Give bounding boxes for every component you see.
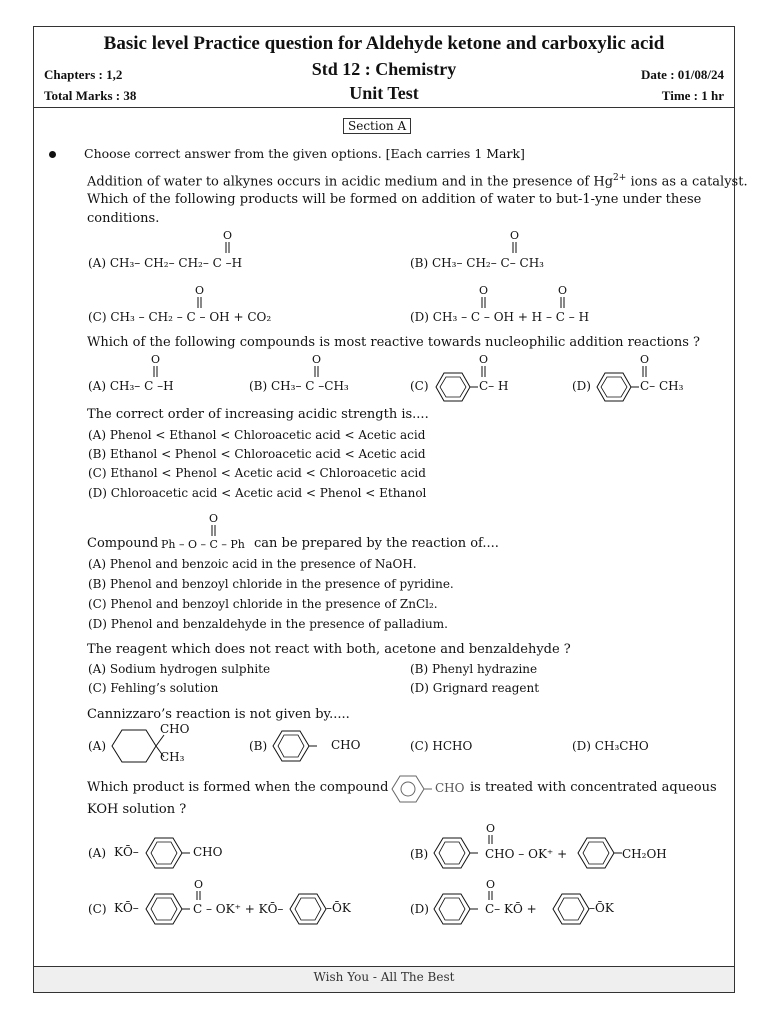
q7-option-c: (C) xyxy=(88,902,107,916)
footer-divider xyxy=(34,966,734,967)
q7-line2: KOH solution ? xyxy=(87,802,187,817)
q7-pre: Which product is formed when the compound xyxy=(87,780,389,795)
benzene-ring-icon xyxy=(434,894,470,924)
benzene-ring-icon xyxy=(597,373,631,401)
q1-line1: Addition of water to alkynes occurs in acidic medium and in the presence of $Hg^{2+}$ ions as a catalyst. xyxy=(87,173,748,190)
carbonyl-mark xyxy=(193,878,207,902)
svg-text:O: O xyxy=(195,284,205,297)
carbonyl-mark xyxy=(485,878,499,902)
svg-text:O: O xyxy=(479,353,489,366)
q7-option-a-left: KŌ– xyxy=(114,845,139,859)
bullet xyxy=(49,151,56,158)
q4-formula: Ph – O – C – Ph xyxy=(161,538,245,551)
svg-text:O: O xyxy=(312,353,322,366)
q6-option-b-group: CHO xyxy=(331,738,361,752)
carbonyl-mark xyxy=(485,822,499,846)
svg-text:O: O xyxy=(194,878,204,891)
section-label: Section A xyxy=(343,118,411,134)
q7-option-c-left: KŌ– xyxy=(114,901,139,915)
carbonyl-mark xyxy=(222,229,236,255)
cyclohexane-ring-icon xyxy=(112,729,160,763)
q1-option-a: (A) CH₃– CH₂– CH₂– C –H xyxy=(88,256,243,270)
q4-option-b: (B) Phenol and benzoyl chloride in the presence of pyridine. xyxy=(88,577,454,591)
q6-option-a-bottom: CH₃ xyxy=(160,750,185,764)
q7-option-c-right: –ŌK xyxy=(326,901,351,915)
q1-line2: Which of the following products will be formed on addition of water to but-1-yne under these xyxy=(87,192,702,207)
footer-text: Wish You - All The Best xyxy=(313,970,455,984)
chapters: Chapters : 1,2 xyxy=(44,67,123,82)
q2-option-b: (B) CH₃– C –CH₃ xyxy=(249,379,349,393)
q7-option-b: (B) xyxy=(410,847,429,861)
svg-text:O: O xyxy=(486,822,496,835)
benzene-ring-icon xyxy=(436,373,470,401)
q2-option-a: (A) CH₃– C –H xyxy=(88,379,174,393)
q5-option-c: (C) Fehling’s solution xyxy=(88,681,219,695)
q4-pre: Compound xyxy=(87,536,159,551)
benzene-ring-icon xyxy=(578,838,614,868)
q1-line3: conditions. xyxy=(87,211,160,226)
q7-post: is treated with concentrated aqueous xyxy=(470,780,717,795)
q3-option-a: (A) Phenol < Ethanol < Chloroacetic acid < Acetic acid xyxy=(88,428,426,442)
q7-option-d-mid: C– KŌ + xyxy=(485,902,537,916)
carbonyl-mark xyxy=(150,353,164,379)
q3-option-d: (D) Chloroacetic acid < Acetic acid < Phenol < Ethanol xyxy=(88,486,427,500)
q7-option-c-mid: C – OK⁺ + KŌ– xyxy=(193,902,284,916)
q7-option-b-mid: CHO – OK⁺ + xyxy=(485,847,568,861)
q6-option-b: (B) xyxy=(249,739,268,753)
benzene-ring-icon xyxy=(392,776,424,802)
header-divider xyxy=(34,107,734,108)
q2-option-d: (D) xyxy=(572,379,591,393)
svg-text:O: O xyxy=(486,878,496,891)
benzene-ring-icon xyxy=(273,731,309,761)
benzene-ring-icon xyxy=(553,894,589,924)
carbonyl-mark xyxy=(311,353,325,379)
svg-text:O: O xyxy=(558,284,568,297)
q1-option-b: (B) CH₃– CH₂– C– CH₃ xyxy=(410,256,544,270)
svg-text:O: O xyxy=(209,512,219,525)
benzene-ring-icon xyxy=(434,838,470,868)
carbonyl-mark xyxy=(208,512,222,538)
q7-group: CHO xyxy=(435,781,465,795)
time: Time : 1 hr xyxy=(661,88,724,103)
q3-option-c: (C) Ethanol < Phenol < Acetic acid < Chloroacetic acid xyxy=(88,466,426,480)
q7-option-d-right: –ŌK xyxy=(589,901,614,915)
q2-option-c: (C) xyxy=(410,379,429,393)
svg-text:O: O xyxy=(640,353,650,366)
carbonyl-mark xyxy=(478,353,492,379)
q4-post: can be prepared by the reaction of.... xyxy=(254,536,499,551)
q2-text: Which of the following compounds is most reactive towards nucleophilic addition reactions ? xyxy=(87,335,700,350)
test-name: Unit Test xyxy=(349,83,419,103)
carbonyl-mark xyxy=(509,229,523,255)
svg-text:O: O xyxy=(223,229,233,242)
q6-option-a: (A) xyxy=(88,739,107,753)
svg-text:O: O xyxy=(479,284,489,297)
instruction: Choose correct answer from the given options. [Each carries 1 Mark] xyxy=(84,146,525,161)
q7-option-d: (D) xyxy=(410,902,429,916)
benzene-ring-icon xyxy=(146,838,182,868)
q3-option-b: (B) Ethanol < Phenol < Chloroacetic acid < Acetic acid xyxy=(88,447,426,461)
carbonyl-mark xyxy=(478,284,492,310)
q1-option-c: (C) CH₃ – CH₂ – C – OH + CO₂ xyxy=(88,310,272,324)
carbonyl-mark xyxy=(639,353,653,379)
q7-option-b-right: CH₂OH xyxy=(622,847,667,861)
q5-text: The reagent which does not react with both, acetone and benzaldehyde ? xyxy=(87,642,571,657)
q4-option-a: (A) Phenol and benzoic acid in the presence of NaOH. xyxy=(88,557,417,571)
q4-option-d: (D) Phenol and benzaldehyde in the presence of palladium. xyxy=(88,617,448,631)
total-marks: Total Marks : 38 xyxy=(44,88,137,103)
q3-text: The correct order of increasing acidic strength is.... xyxy=(87,407,429,422)
q2-option-d-group: C– CH₃ xyxy=(640,379,684,393)
benzene-ring-icon xyxy=(146,894,182,924)
svg-text:O: O xyxy=(151,353,161,366)
q5-option-a: (A) Sodium hydrogen sulphite xyxy=(88,662,271,676)
q5-option-b: (B) Phenyl hydrazine xyxy=(410,662,538,676)
svg-text:O: O xyxy=(510,229,520,242)
benzene-ring-icon xyxy=(290,894,326,924)
q6-option-a-top: CHO xyxy=(160,722,190,736)
subject: Std 12 : Chemistry xyxy=(311,59,457,79)
q5-option-d: (D) Grignard reagent xyxy=(410,681,540,695)
q6-text: Cannizzaro’s reaction is not given by..... xyxy=(87,707,350,722)
q7-option-a: (A) xyxy=(88,846,107,860)
q2-option-c-group: C– H xyxy=(479,379,509,393)
date: Date : 01/08/24 xyxy=(640,67,724,82)
carbonyl-mark xyxy=(194,284,208,310)
q6-option-c: (C) HCHO xyxy=(410,739,473,753)
q6-option-d: (D) CH₃CHO xyxy=(572,739,649,753)
q7-option-a-right: CHO xyxy=(193,845,223,859)
q1-option-d: (D) CH₃ – C – OH + H – C – H xyxy=(410,310,590,324)
q4-option-c: (C) Phenol and benzoyl chloride in the presence of ZnCl₂. xyxy=(88,597,438,611)
page-title: Basic level Practice question for Aldehyde ketone and carboxylic acid xyxy=(103,33,665,54)
carbonyl-mark xyxy=(557,284,571,310)
